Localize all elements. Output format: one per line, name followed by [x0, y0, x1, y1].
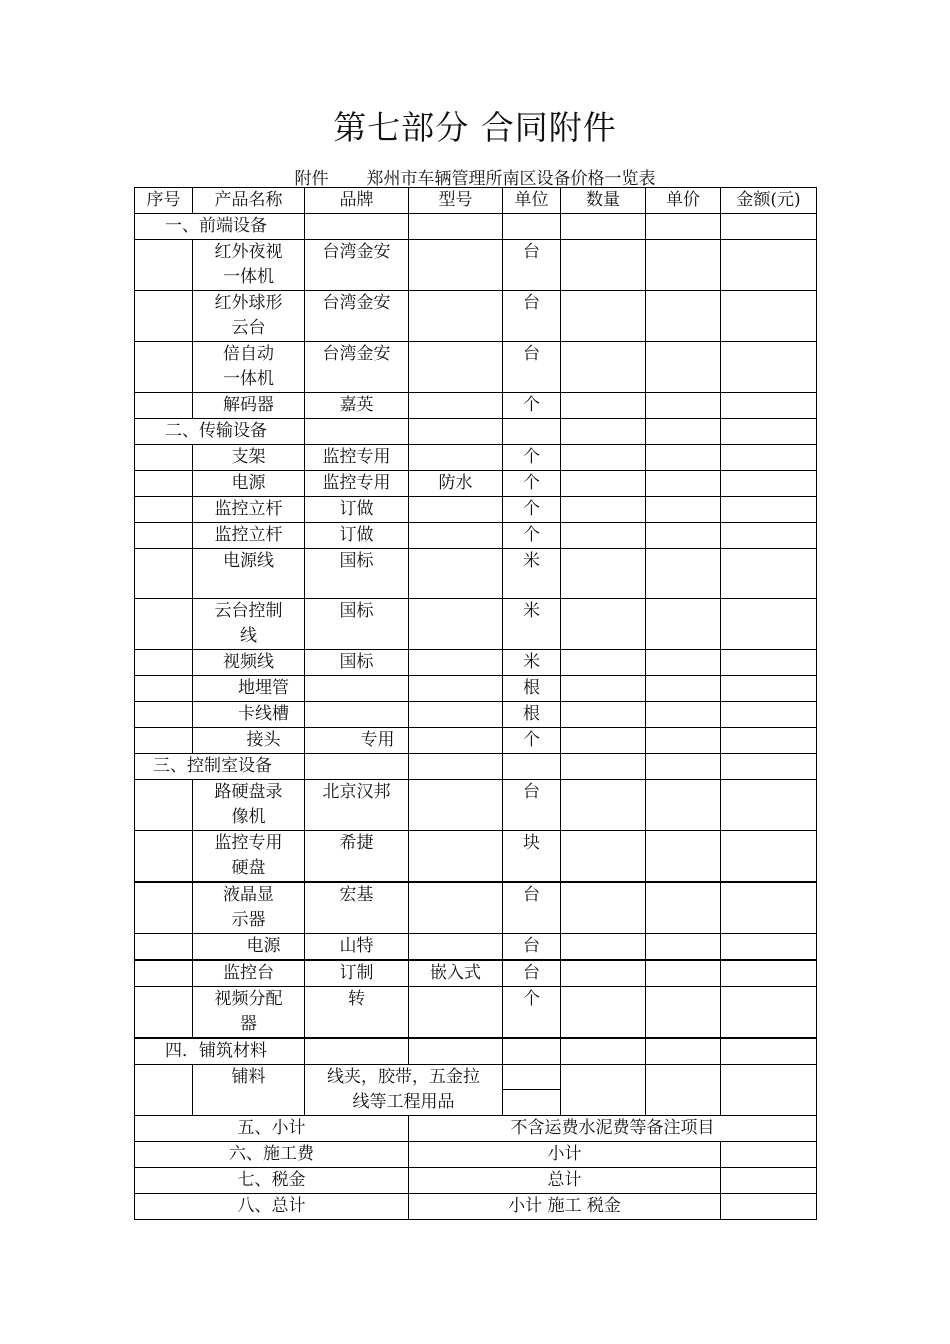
table-row [135, 342, 817, 393]
item-name: 电源线 [193, 549, 305, 599]
item-model [409, 831, 503, 883]
item-brand: 山特 [305, 934, 409, 961]
item-brand: 订制 [305, 960, 409, 987]
item-model [409, 650, 503, 676]
table-row [135, 549, 817, 599]
item-name: 铺料 [193, 1065, 305, 1116]
item-brand: 转 [305, 987, 409, 1039]
header-cell: 型号 [409, 188, 503, 214]
total-row [135, 1168, 817, 1194]
item-name: 电源 [193, 934, 305, 961]
item-unit: 米 [503, 650, 561, 676]
item-brand: 台湾金安 [305, 240, 409, 291]
item-unit: 个 [503, 471, 561, 497]
item-brand [305, 676, 409, 702]
item-model [409, 445, 503, 471]
item-brand: 宏基 [305, 882, 409, 934]
section-row [135, 1038, 817, 1065]
table-row [135, 240, 817, 291]
item-model [409, 393, 503, 419]
item-name: 地埋管 [193, 676, 305, 702]
item-unit: 个 [503, 393, 561, 419]
price-table [134, 187, 817, 1220]
table-row [135, 523, 817, 549]
item-unit: 块 [503, 831, 561, 883]
item-unit: 个 [503, 497, 561, 523]
total-row [135, 1116, 817, 1142]
item-name: 红外球形 云台 [193, 291, 305, 342]
item-brand: 专用 [305, 728, 409, 754]
header-cell: 数量 [561, 188, 646, 214]
item-brand: 台湾金安 [305, 291, 409, 342]
page-title: 第七部分 合同附件 [333, 108, 617, 147]
item-name: 视频线 [193, 650, 305, 676]
item-model [409, 240, 503, 291]
item-model [409, 342, 503, 393]
item-brand: 国标 [305, 549, 409, 599]
item-unit: 个 [503, 445, 561, 471]
item-brand: 国标 [305, 650, 409, 676]
total-note: 小计 [409, 1142, 721, 1168]
item-name: 红外夜视 一体机 [193, 240, 305, 291]
section-row [135, 754, 817, 780]
item-model [409, 676, 503, 702]
item-unit: 台 [503, 342, 561, 393]
item-brand: 订做 [305, 523, 409, 549]
section-label: 一、前端设备 [135, 214, 305, 240]
section-row [135, 419, 817, 445]
item-model [409, 934, 503, 961]
item-unit: 台 [503, 882, 561, 934]
table-row [135, 471, 817, 497]
header-row [135, 188, 817, 214]
table-row [135, 497, 817, 523]
total-note: 总计 [409, 1168, 721, 1194]
item-name: 液晶显 示器 [193, 882, 305, 934]
table-row [135, 445, 817, 471]
section-label: 四．铺筑材料 [135, 1038, 305, 1065]
item-brand [305, 702, 409, 728]
table-row [135, 1065, 817, 1116]
item-name: 监控立杆 [193, 523, 305, 549]
table-row [135, 650, 817, 676]
section-label: 三、控制室设备 [135, 754, 305, 780]
caption-name: 郑州市车辆管理所南区设备价格一览表 [366, 169, 656, 189]
total-note: 不含运费水泥费等备注项目 [409, 1116, 817, 1142]
item-model: 防水 [409, 471, 503, 497]
item-unit: 台 [503, 934, 561, 961]
item-name: 监控专用 硬盘 [193, 831, 305, 883]
item-brand: 北京汉邦 [305, 780, 409, 831]
item-brand: 监控专用 [305, 445, 409, 471]
table-row [135, 702, 817, 728]
item-unit: 个 [503, 523, 561, 549]
item-unit: 个 [503, 728, 561, 754]
item-brand: 线夹，胶带，五金拉 线等工程用品 [305, 1065, 503, 1116]
header-cell: 品牌 [305, 188, 409, 214]
total-row [135, 1142, 817, 1168]
table-row [135, 676, 817, 702]
item-unit: 根 [503, 676, 561, 702]
item-brand: 嘉英 [305, 393, 409, 419]
table-row [135, 987, 817, 1039]
table-caption [0, 164, 950, 189]
item-unit: 台 [503, 960, 561, 987]
section-row [135, 214, 817, 240]
item-name: 电源 [193, 471, 305, 497]
item-model: 嵌入式 [409, 960, 503, 987]
caption-label: 附件 [294, 169, 329, 189]
item-name: 卡线槽 [193, 702, 305, 728]
item-unit: 根 [503, 702, 561, 728]
item-brand: 监控专用 [305, 471, 409, 497]
item-model [409, 702, 503, 728]
item-brand: 希捷 [305, 831, 409, 883]
item-brand: 台湾金安 [305, 342, 409, 393]
header-cell: 产品名称 [193, 188, 305, 214]
section-label: 二、传输设备 [135, 419, 305, 445]
item-unit: 米 [503, 549, 561, 599]
item-name: 解码器 [193, 393, 305, 419]
item-name: 倍自动 一体机 [193, 342, 305, 393]
total-label: 六、施工费 [135, 1142, 409, 1168]
total-label: 八、总计 [135, 1194, 409, 1220]
header-cell: 单价 [646, 188, 721, 214]
table-row [135, 831, 817, 883]
item-model [409, 728, 503, 754]
table-row [135, 599, 817, 650]
total-label: 七、税金 [135, 1168, 409, 1194]
item-name: 监控台 [193, 960, 305, 987]
item-unit: 台 [503, 291, 561, 342]
table-row [135, 780, 817, 831]
total-note: 小计 施工 税金 [409, 1194, 721, 1220]
item-unit: 台 [503, 240, 561, 291]
item-name: 支架 [193, 445, 305, 471]
table-row [135, 934, 817, 961]
header-cell: 单位 [503, 188, 561, 214]
item-name: 路硬盘录 像机 [193, 780, 305, 831]
item-model [409, 497, 503, 523]
item-name: 监控立杆 [193, 497, 305, 523]
total-row [135, 1194, 817, 1220]
table-row [135, 960, 817, 987]
item-model [409, 599, 503, 650]
item-unit: 台 [503, 780, 561, 831]
table-row [135, 728, 817, 754]
item-brand: 国标 [305, 599, 409, 650]
item-model [409, 780, 503, 831]
header-cell: 金额(元) [721, 188, 817, 214]
header-cell: 序号 [135, 188, 193, 214]
table-row [135, 393, 817, 419]
item-name: 接头 [193, 728, 305, 754]
table-row [135, 291, 817, 342]
item-model [409, 549, 503, 599]
item-brand: 订做 [305, 497, 409, 523]
item-name: 云台控制 线 [193, 599, 305, 650]
item-model [409, 291, 503, 342]
item-model [409, 987, 503, 1039]
item-unit: 个 [503, 987, 561, 1039]
item-unit: 米 [503, 599, 561, 650]
total-label: 五、小计 [135, 1116, 409, 1142]
table-row [135, 882, 817, 934]
item-name: 视频分配 器 [193, 987, 305, 1039]
item-model [409, 882, 503, 934]
item-model [409, 523, 503, 549]
